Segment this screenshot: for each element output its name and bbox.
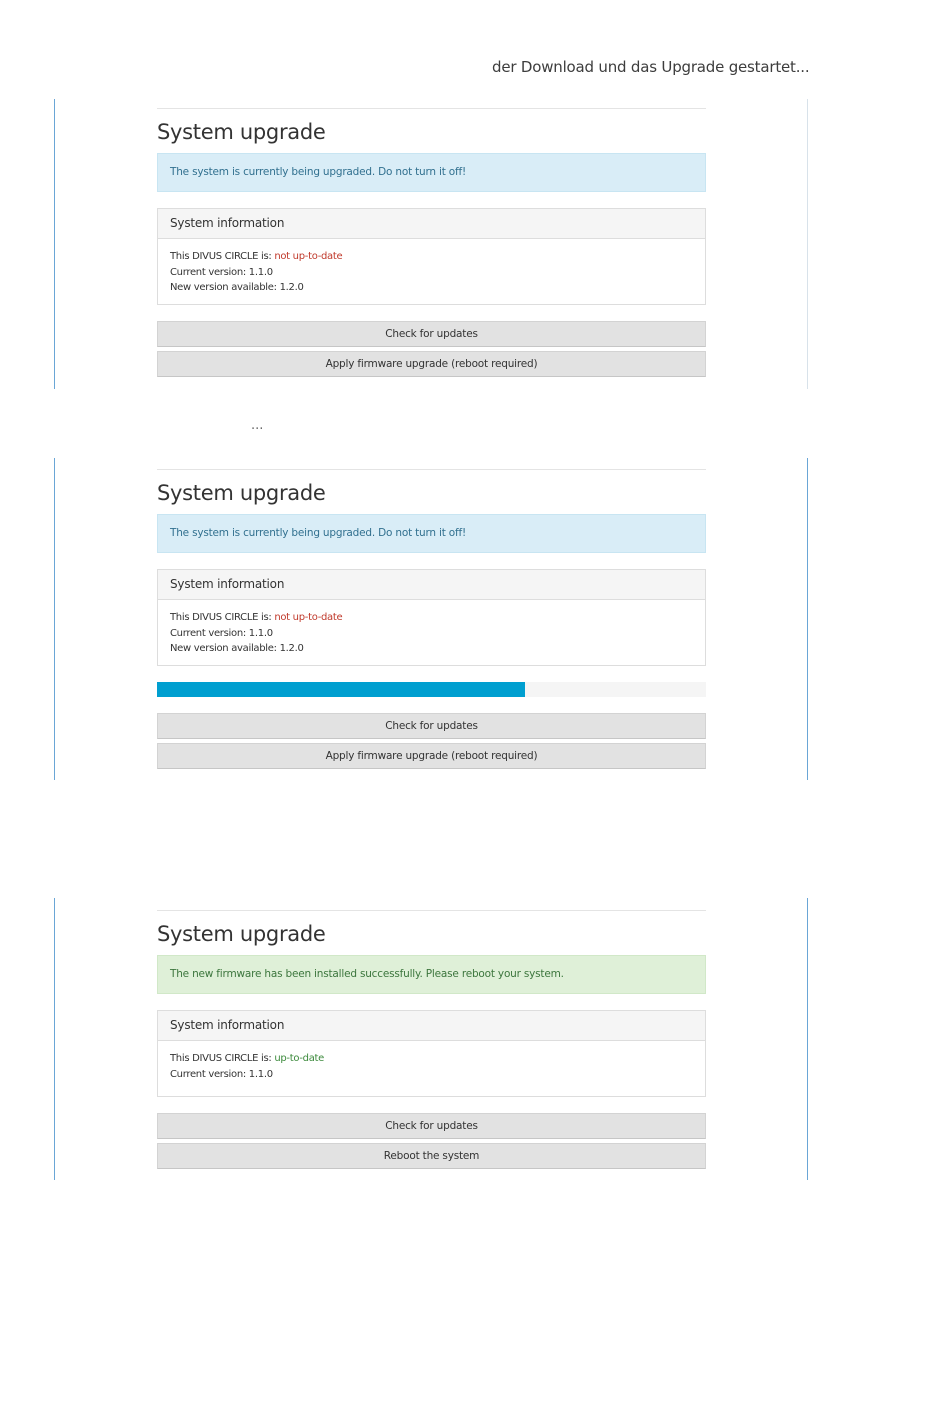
- system-information-panel: [157, 208, 706, 305]
- system-information-panel: [157, 569, 706, 666]
- check-for-updates-button[interactable]: Check for updates: [157, 321, 706, 347]
- upgrade-progress-fill: [157, 682, 525, 697]
- check-for-updates-button[interactable]: Check for updates: [157, 1113, 706, 1139]
- page-caption: der Download und das Upgrade gestartet...: [492, 58, 810, 76]
- system-information-panel: [157, 1010, 706, 1097]
- system-upgrade-screen-2: [157, 469, 706, 769]
- system-information-body: [158, 1041, 705, 1096]
- divider: [157, 910, 706, 911]
- current-version: Current version: 1.1.0: [170, 266, 273, 278]
- current-version: Current version: 1.1.0: [170, 1068, 273, 1080]
- system-information-body: [158, 239, 705, 304]
- system-information-heading: System information: [158, 209, 705, 239]
- upgrade-progress-bar: [157, 682, 706, 697]
- status-label: This DIVUS CIRCLE is:: [170, 1053, 275, 1064]
- system-upgrade-screen-1: [157, 108, 706, 377]
- system-information-body: [158, 600, 705, 665]
- apply-firmware-upgrade-button[interactable]: Apply firmware upgrade (reboot required): [157, 351, 706, 377]
- status-line: [170, 1051, 693, 1067]
- status-label: This DIVUS CIRCLE is:: [170, 251, 275, 262]
- page-title: System upgrade: [157, 481, 326, 505]
- status-line: [170, 610, 693, 626]
- page-title: System upgrade: [157, 120, 326, 144]
- upgrade-success-alert: The new firmware has been installed successfully. Please reboot your system.: [157, 955, 706, 994]
- check-for-updates-button[interactable]: Check for updates: [157, 713, 706, 739]
- status-value: not up-to-date: [274, 251, 343, 262]
- divider: [157, 469, 706, 470]
- apply-firmware-upgrade-button[interactable]: Apply firmware upgrade (reboot required): [157, 743, 706, 769]
- upgrade-in-progress-alert: The system is currently being upgraded. Do not turn it off!: [157, 514, 706, 553]
- system-upgrade-screen-3: [157, 910, 706, 1169]
- system-information-heading: System information: [158, 1011, 705, 1041]
- status-value: not up-to-date: [274, 612, 343, 623]
- divider: [157, 108, 706, 109]
- reboot-system-button[interactable]: Reboot the system: [157, 1143, 706, 1169]
- status-line: [170, 249, 693, 265]
- page-title: System upgrade: [157, 922, 326, 946]
- upgrade-in-progress-alert: The system is currently being upgraded. Do not turn it off!: [157, 153, 706, 192]
- current-version: Current version: 1.1.0: [170, 627, 273, 639]
- ellipsis: ...: [251, 418, 264, 433]
- status-label: This DIVUS CIRCLE is:: [170, 612, 275, 623]
- new-version: New version available: 1.2.0: [170, 282, 304, 293]
- system-information-heading: System information: [158, 570, 705, 600]
- status-value: up-to-date: [274, 1053, 325, 1064]
- new-version: New version available: 1.2.0: [170, 643, 304, 654]
